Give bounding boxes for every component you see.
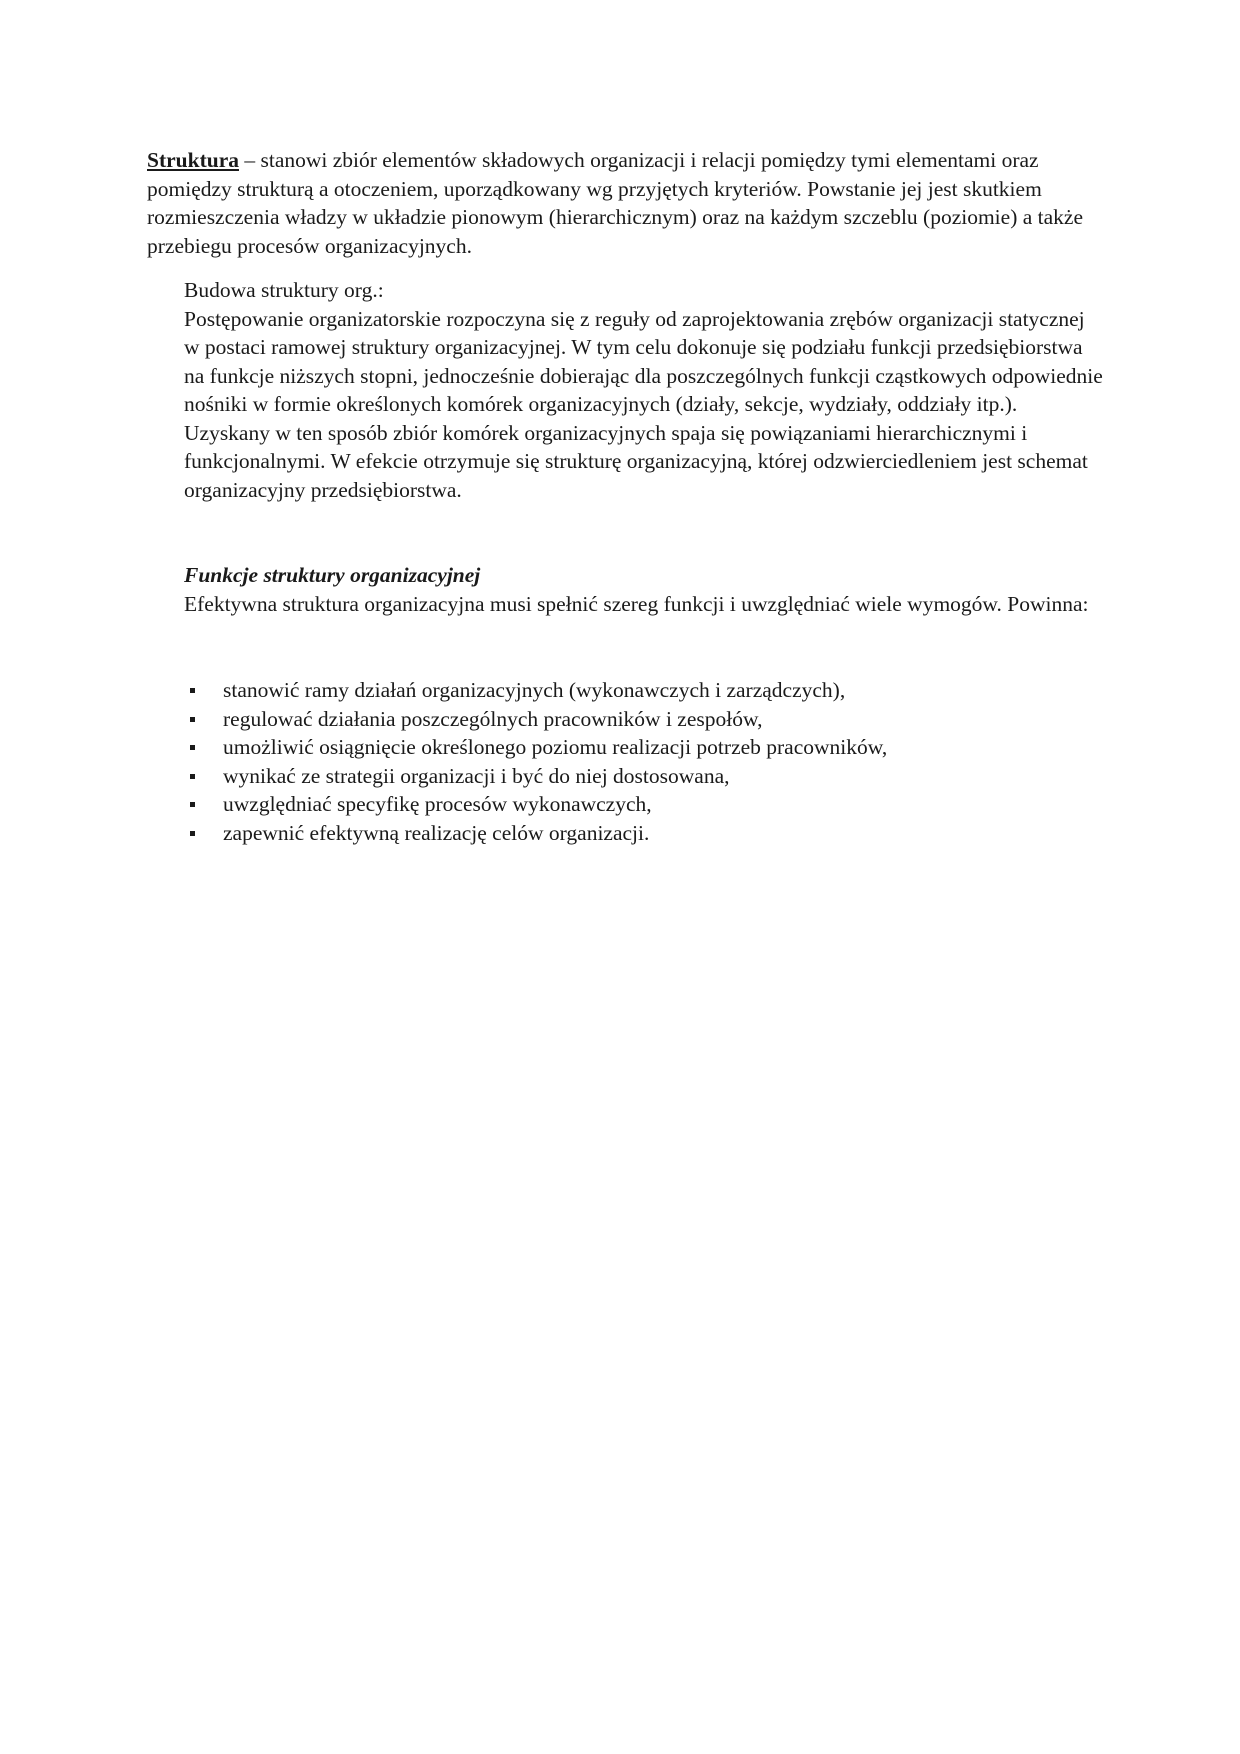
section-budowa: [184, 276, 1104, 504]
square-bullet-icon: [190, 831, 195, 836]
list-item-text: uwzględniać specyfikę procesów wykonawczych,: [223, 792, 652, 816]
list-item: [186, 705, 1106, 734]
square-bullet-icon: [190, 688, 195, 693]
list-item: [186, 762, 1106, 791]
list-item-text: stanowić ramy działań organizacyjnych (wykonawczych i zarządczych),: [223, 678, 846, 702]
list-item: [186, 819, 1106, 848]
list-item-text: umożliwić osiągnięcie określonego poziomu realizacji potrzeb pracowników,: [223, 735, 888, 759]
intro-text: – stanowi zbiór elementów składowych organizacji i relacji pomiędzy tymi elementami oraz pomiędzy strukturą a otoczeniem, uporządkowany wg przyjętych kryteriów. Powstanie jej jest skutkiem rozmieszczenia władzy w układzie pionowym (hierarchicznym) oraz na każdym szczeblu (poziomie) a także przebiegu procesów organizacyjnych.: [147, 148, 1084, 258]
list-item: [186, 676, 1106, 705]
term-struktura: Struktura: [147, 148, 239, 172]
list-item-text: regulować działania poszczególnych pracowników i zespołów,: [223, 706, 763, 731]
budowa-body: Postępowanie organizatorskie rozpoczyna się z reguły od zaprojektowania zrębów organizacji statycznej w postaci ramowej struktury organizacyjnej. W tym celu dokonuje się podziału funkcji przedsiębiorstwa na funkcje niższych stopni, jednocześnie dobierając dla poszczególnych funkcji cząstkowych odpowiednie nośniki w formie określonych komórek organizacyjnych (działy, sekcje, wydziały, oddziały itp.). Uzyskany w ten sposób zbiór komórek organizacyjnych spaja się powiązaniami hierarchicznymi i funkcjonalnymi. W efekcie otrzymuje się strukturę organizacyjną, której odzwierciedleniem jest schemat organizacyjny przedsiębiorstwa.: [184, 306, 1103, 502]
square-bullet-icon: [190, 717, 195, 722]
list-item: [186, 790, 1106, 819]
funkcje-body: Efektywna struktura organizacyjna musi spełnić szereg funkcji i uwzględniać wiele wymogów. Powinna:: [184, 591, 1089, 616]
intro-paragraph: [147, 146, 1107, 260]
square-bullet-icon: [190, 802, 195, 807]
funkcje-heading: Funkcje struktury organizacyjnej: [184, 563, 481, 587]
section-funkcje: [184, 561, 1104, 618]
requirements-list: [186, 676, 1106, 847]
list-item: [186, 733, 1106, 762]
square-bullet-icon: [190, 745, 195, 750]
list-item-text: wynikać ze strategii organizacji i być do niej dostosowana,: [223, 763, 730, 788]
square-bullet-icon: [190, 774, 195, 779]
list-item-text: zapewnić efektywną realizację celów organizacji.: [223, 820, 650, 845]
budowa-heading: Budowa struktury org.:: [184, 278, 384, 302]
